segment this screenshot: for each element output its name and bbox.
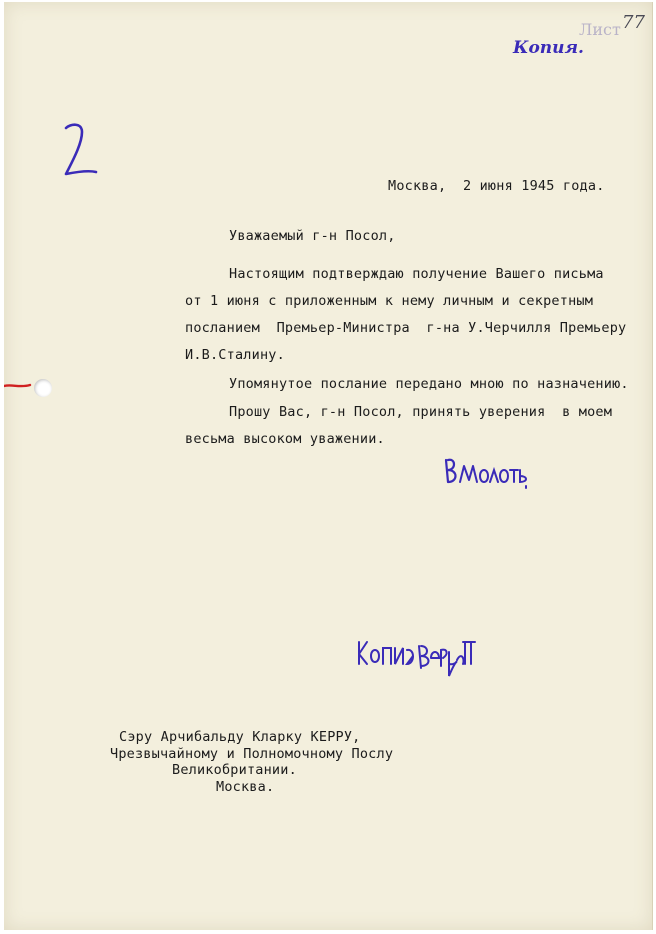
document-page	[4, 2, 653, 930]
salutation: Уважаемый г-н Посол,	[229, 228, 396, 244]
signature-molotov	[442, 452, 528, 492]
archive-page-number: 77	[622, 12, 645, 33]
addressee-line: Чрезвычайному и Полномочному Послу	[110, 746, 394, 762]
addressee-line: Великобритании.	[172, 762, 297, 778]
copy-verified-note	[355, 632, 479, 680]
margin-number-handwritten	[60, 122, 104, 182]
body-line: от 1 июня с приложенным к нему личным и секретным	[185, 293, 594, 309]
body-line: весьма высоком уважении.	[185, 431, 385, 447]
punch-hole	[34, 379, 52, 397]
red-margin-mark	[4, 381, 32, 391]
body-line: посланием Премьер-Министра г-на У.Черчилля Премьеру	[185, 320, 627, 336]
addressee-line: Москва.	[216, 779, 275, 795]
body-line: Упомянутое послание передано мною по назначению.	[229, 376, 629, 392]
body-line: Прошу Вас, г-н Посол, принять уверения в моем	[229, 404, 613, 420]
faint-archive-stamp: Лист	[579, 20, 621, 39]
body-line: И.В.Сталину.	[185, 347, 285, 363]
place-date: Москва, 2 июня 1945 года.	[388, 178, 605, 194]
copy-mark: Копия.	[513, 38, 584, 58]
addressee-line: Сэру Арчибальду Кларку КЕРРУ,	[119, 729, 361, 745]
body-line: Настоящим подтверждаю получение Вашего письма	[229, 266, 604, 282]
